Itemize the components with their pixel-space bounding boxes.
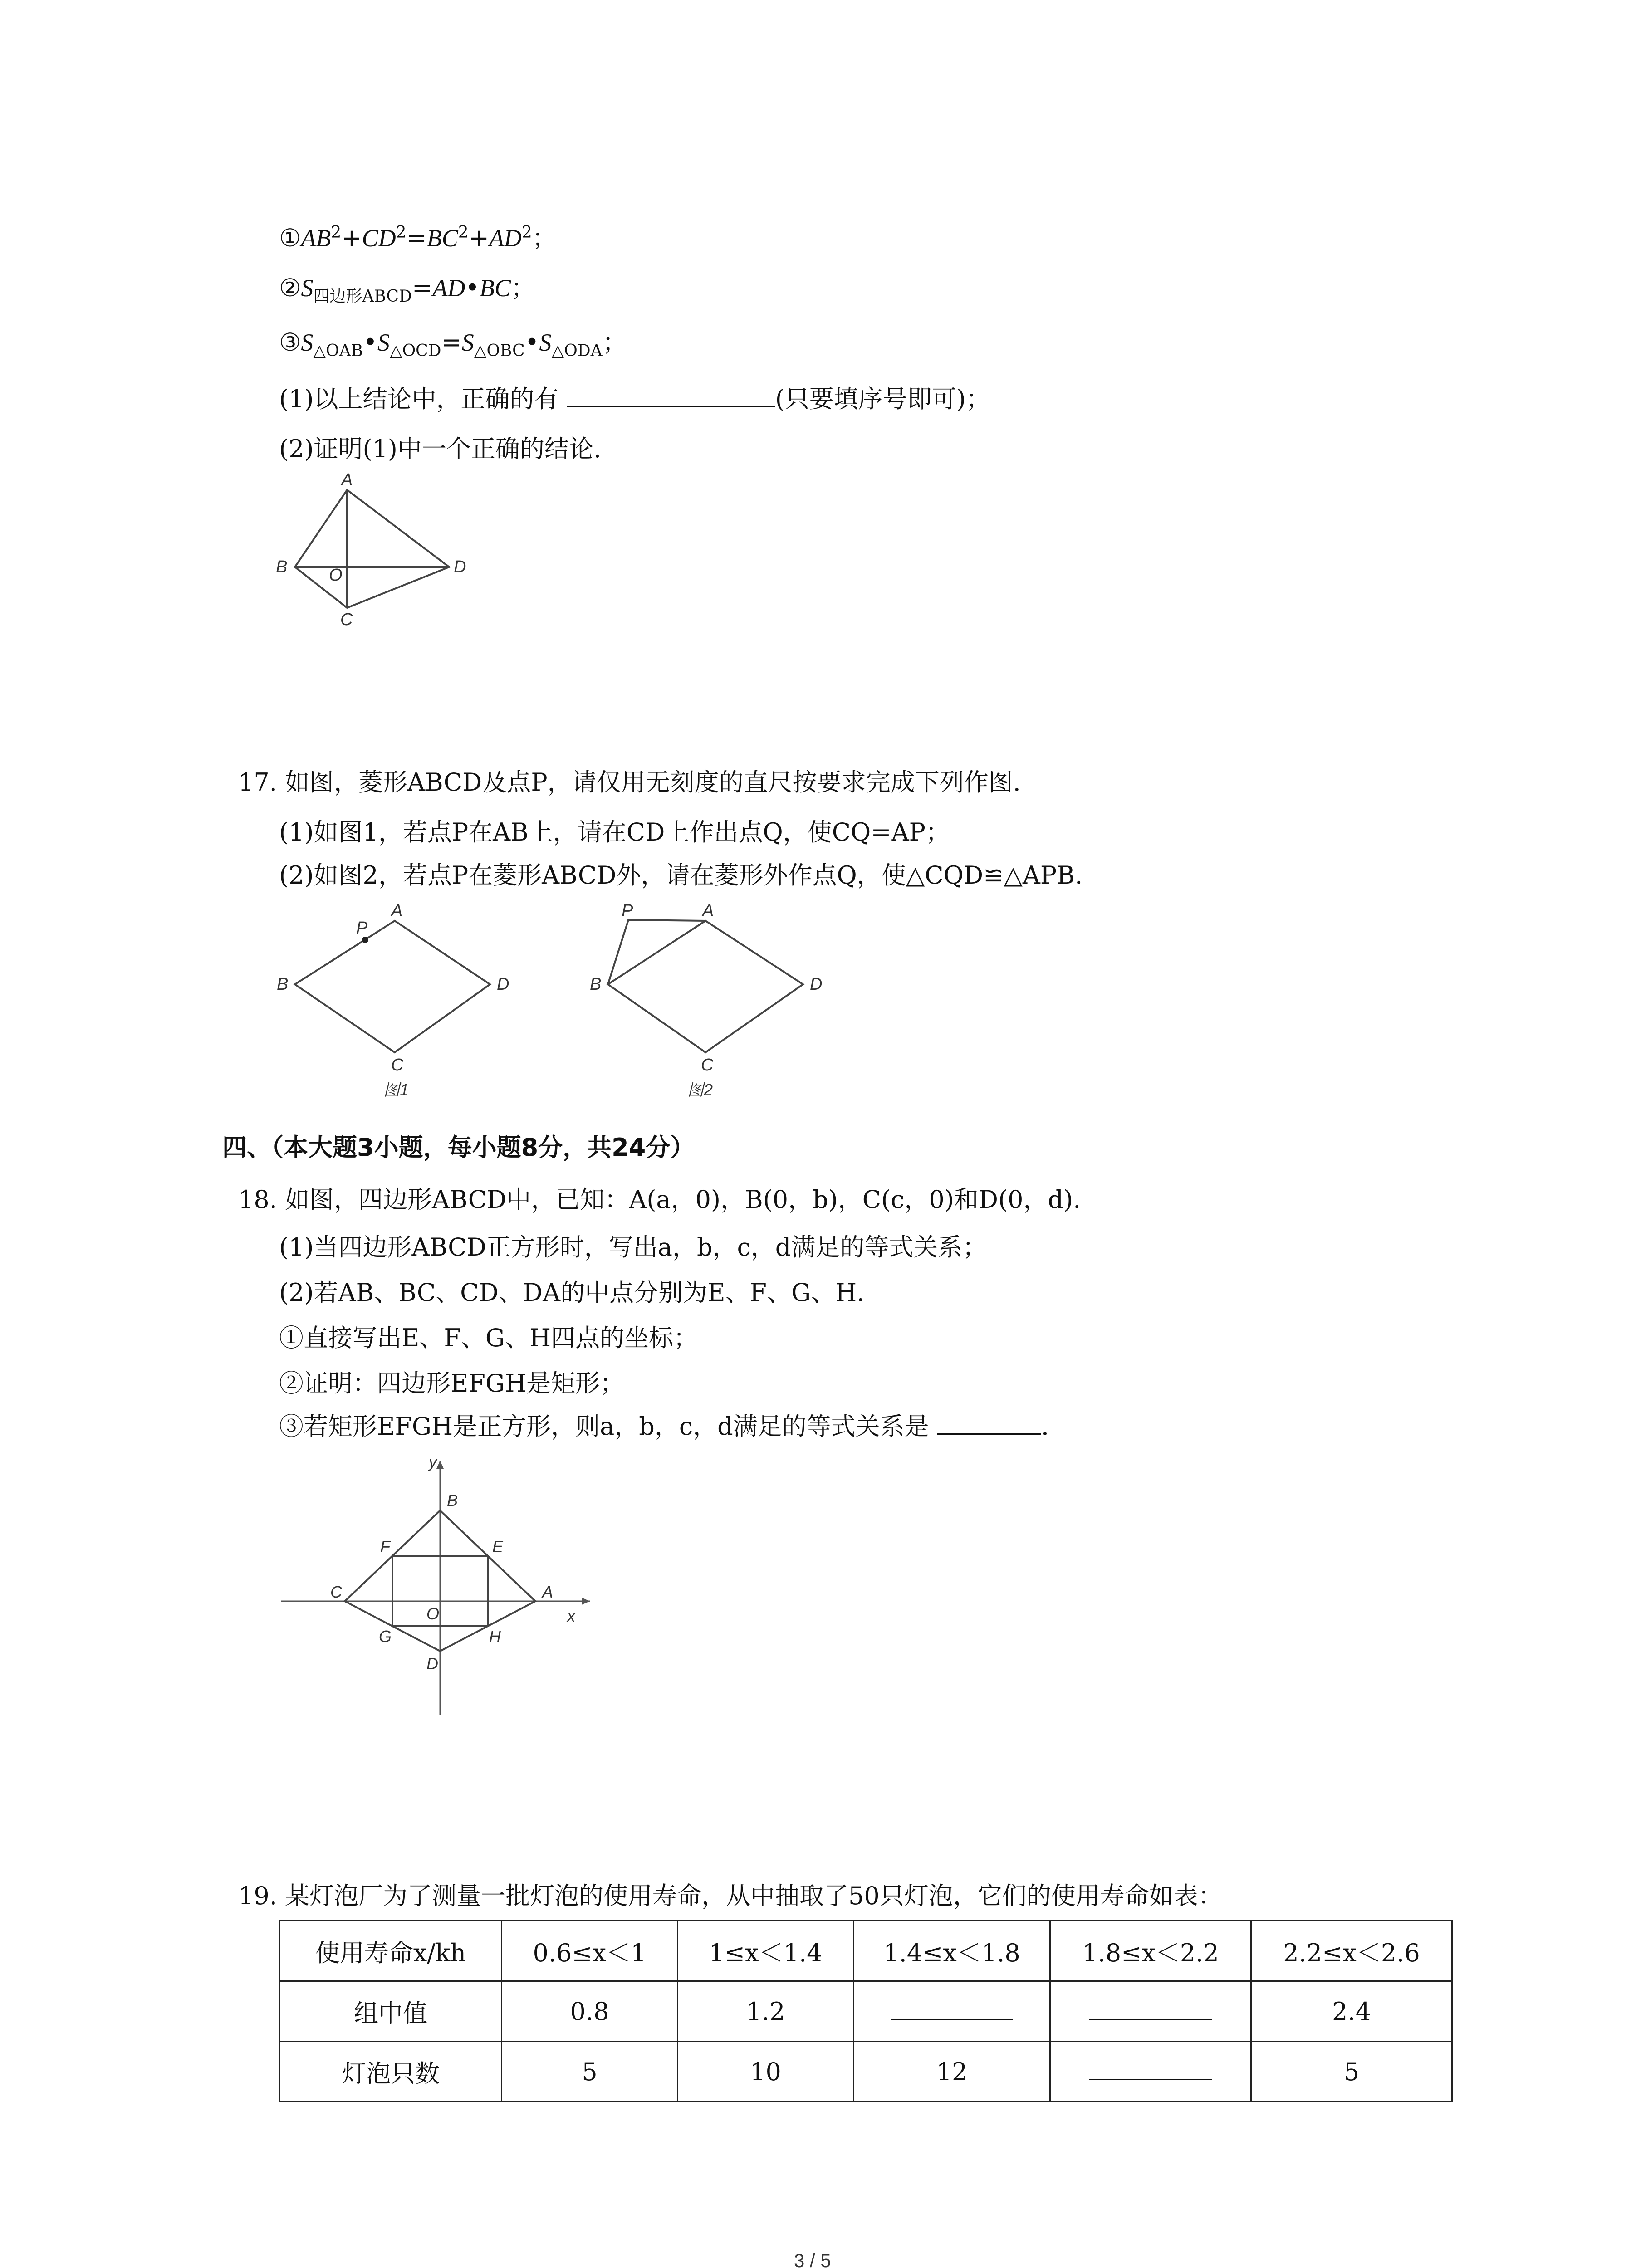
question-text: (只要填序号即可)； — [775, 385, 990, 413]
q18-sub2: ②证明：四边形EFGH是矩形； — [279, 1369, 625, 1398]
question-text: ③若矩形EFGH是正方形，则a，b，c，d满足的等式关系是 — [279, 1412, 929, 1441]
q18-part1: (1)当四边形ABCD正方形时，写出a，b，c，d满足的等式关系； — [279, 1233, 987, 1261]
label-d: D — [426, 1654, 438, 1673]
table-cell — [502, 1921, 678, 1981]
math-term: S — [301, 329, 314, 356]
row-label: 灯泡只数 — [342, 2059, 440, 2088]
header-cell-text: 0.6≤x＜1 — [533, 1938, 647, 1967]
q18-figure — [277, 1452, 608, 1724]
circled-number: ③ — [279, 328, 301, 357]
math-operator: + — [468, 224, 489, 252]
label-b: B — [277, 975, 289, 994]
answer-blank[interactable] — [891, 2008, 1013, 2020]
table-cell — [502, 2042, 678, 2102]
label-b: B — [590, 975, 602, 994]
rhombus-abcd — [608, 921, 803, 1052]
q18-part2: (2)若AB、BC、CD、DA的中点分别为E、F、G、H. — [279, 1278, 865, 1307]
math-term: AB — [301, 225, 331, 252]
math-operator: + — [341, 224, 362, 252]
exponent: 2 — [331, 223, 342, 242]
math-term: S — [377, 329, 390, 356]
rhombus-abcd — [295, 921, 490, 1052]
figure-caption: 图2 — [687, 1080, 713, 1099]
label-a: A — [542, 1583, 554, 1601]
label-a: A — [341, 470, 353, 489]
row-label: 组中值 — [354, 1999, 427, 2028]
x-axis-arrow-icon — [582, 1598, 590, 1605]
table-cell — [1251, 1921, 1452, 1981]
table-cell — [502, 1981, 678, 2042]
table-cell — [280, 1981, 502, 2042]
label-a: A — [391, 901, 403, 920]
math-term: S — [301, 274, 314, 302]
cell-value: 10 — [750, 2057, 781, 2086]
q16-figure — [272, 470, 490, 629]
header-cell-text: 使用寿命x/kh — [315, 1938, 466, 1967]
table-cell — [1050, 1981, 1251, 2042]
cell-value: 1.2 — [746, 1997, 785, 2026]
conclusion-1 — [279, 222, 557, 254]
circled-number: ② — [279, 274, 301, 302]
subscript: △OCD — [389, 341, 441, 360]
label-f: F — [380, 1537, 390, 1556]
q17-figure-1 — [272, 903, 535, 1107]
label-y: y — [429, 1452, 437, 1471]
conclusion-3 — [279, 327, 627, 358]
label-p: P — [622, 901, 633, 920]
subscript: △OBC — [474, 341, 525, 360]
label-c: C — [391, 1056, 404, 1075]
q19-title: 19. 某灯泡厂为了测量一批灯泡的使用寿命，从中抽取了50只灯泡，它们的使用寿命如表： — [238, 1882, 1223, 1910]
lifespan-table — [279, 1920, 1453, 2102]
header-cell-text: 1.8≤x＜2.2 — [1082, 1938, 1219, 1967]
table-cell — [1251, 1981, 1452, 2042]
label-x: x — [567, 1607, 575, 1625]
label-p: P — [356, 919, 368, 938]
header-cell-text: 1.4≤x＜1.8 — [883, 1938, 1020, 1967]
math-operator: • — [363, 328, 377, 357]
q16-part1 — [279, 383, 990, 415]
header-cell-text: 1≤x＜1.4 — [709, 1938, 823, 1967]
cell-value: 2.4 — [1332, 1997, 1371, 2026]
table-cell — [1251, 2042, 1452, 2102]
punctuation: ； — [602, 328, 627, 357]
q16-part2: (2)证明(1)中一个正确的结论. — [279, 435, 602, 463]
label-g: G — [379, 1627, 392, 1646]
question-text: (1)以上结论中，正确的有 — [279, 385, 559, 413]
q18-sub3 — [279, 1411, 1049, 1442]
cell-value: 0.8 — [570, 1997, 609, 2026]
label-e: E — [492, 1537, 504, 1556]
math-operator: • — [524, 328, 539, 357]
cell-value: 12 — [936, 2057, 968, 2086]
math-term: BC — [426, 225, 458, 252]
label-a: A — [702, 901, 714, 920]
exponent: 2 — [396, 223, 407, 242]
table-cell — [854, 2042, 1050, 2102]
math-term: BC — [480, 274, 511, 302]
q17-title: 17. 如图，菱形ABCD及点P，请仅用无刻度的直尺按要求完成下列作图. — [238, 768, 1021, 797]
math-term: S — [461, 329, 474, 356]
q17-figure-2 — [585, 903, 857, 1107]
quadrilateral-abcd — [295, 490, 449, 608]
point-p — [362, 937, 368, 943]
table-cell — [854, 1921, 1050, 1981]
table-cell — [280, 1921, 502, 1981]
q17-part1: (1)如图1，若点P在AB上，请在CD上作出点Q，使CQ=AP； — [279, 818, 950, 846]
subscript: 四边形ABCD — [313, 287, 412, 306]
answer-blank[interactable] — [1089, 2008, 1212, 2020]
math-operator: = — [411, 274, 433, 302]
label-o: O — [329, 566, 343, 585]
label-d: D — [497, 975, 509, 994]
table-cell — [280, 2042, 502, 2102]
table-cell — [854, 1981, 1050, 2042]
answer-blank[interactable] — [567, 383, 775, 407]
punctuation: ； — [511, 274, 536, 302]
label-c: C — [340, 610, 353, 629]
q18-title: 18. 如图，四边形ABCD中，已知：A(a，0)，B(0，b)，C(c，0)和D(0，d). — [238, 1185, 1081, 1214]
math-operator: • — [465, 274, 480, 302]
conclusion-2 — [279, 272, 535, 304]
math-term: AD — [489, 225, 522, 252]
exponent: 2 — [521, 223, 532, 242]
section-heading: 四、（本大题3小题，每小题8分，共24分） — [222, 1133, 695, 1162]
y-axis-arrow-icon — [436, 1461, 444, 1469]
subscript: △OAB — [313, 341, 363, 360]
table-cell — [1050, 1921, 1251, 1981]
label-d: D — [454, 557, 466, 577]
table-cell — [1050, 2042, 1251, 2102]
label-h: H — [489, 1627, 501, 1646]
math-term: CD — [362, 225, 396, 252]
table-row — [280, 1921, 1452, 1981]
answer-blank[interactable] — [937, 1411, 1041, 1435]
label-c: C — [330, 1583, 342, 1601]
punctuation: ； — [532, 224, 557, 252]
cell-value: 5 — [1343, 2057, 1360, 2086]
exponent: 2 — [458, 223, 469, 242]
circled-number: ① — [279, 224, 301, 252]
q18-sub1: ①直接写出E、F、G、H四点的坐标； — [279, 1324, 698, 1352]
table-row — [280, 2042, 1452, 2102]
math-term: AD — [432, 274, 465, 302]
header-cell-text: 2.2≤x＜2.6 — [1283, 1938, 1420, 1967]
label-c: C — [701, 1056, 714, 1075]
answer-blank[interactable] — [1089, 2068, 1212, 2080]
table-cell — [678, 1981, 854, 2042]
label-b: B — [447, 1491, 458, 1510]
table-cell — [678, 1921, 854, 1981]
label-b: B — [276, 557, 288, 577]
label-d: D — [810, 975, 823, 994]
figure-caption: 图1 — [383, 1080, 409, 1099]
table-row — [280, 1981, 1452, 2042]
q17-part2: (2)如图2，若点P在菱形ABCD外，请在菱形外作点Q，使△CQD≌△APB. — [279, 861, 1083, 890]
math-operator: = — [441, 328, 462, 357]
cell-value: 5 — [582, 2057, 598, 2086]
punctuation: . — [1041, 1412, 1049, 1441]
label-o: O — [426, 1604, 440, 1623]
math-operator: = — [406, 224, 427, 252]
table-cell — [678, 2042, 854, 2102]
subscript: △ODA — [551, 341, 603, 360]
page-number: 3 / 5 — [794, 2250, 831, 2268]
math-term: S — [539, 329, 552, 356]
